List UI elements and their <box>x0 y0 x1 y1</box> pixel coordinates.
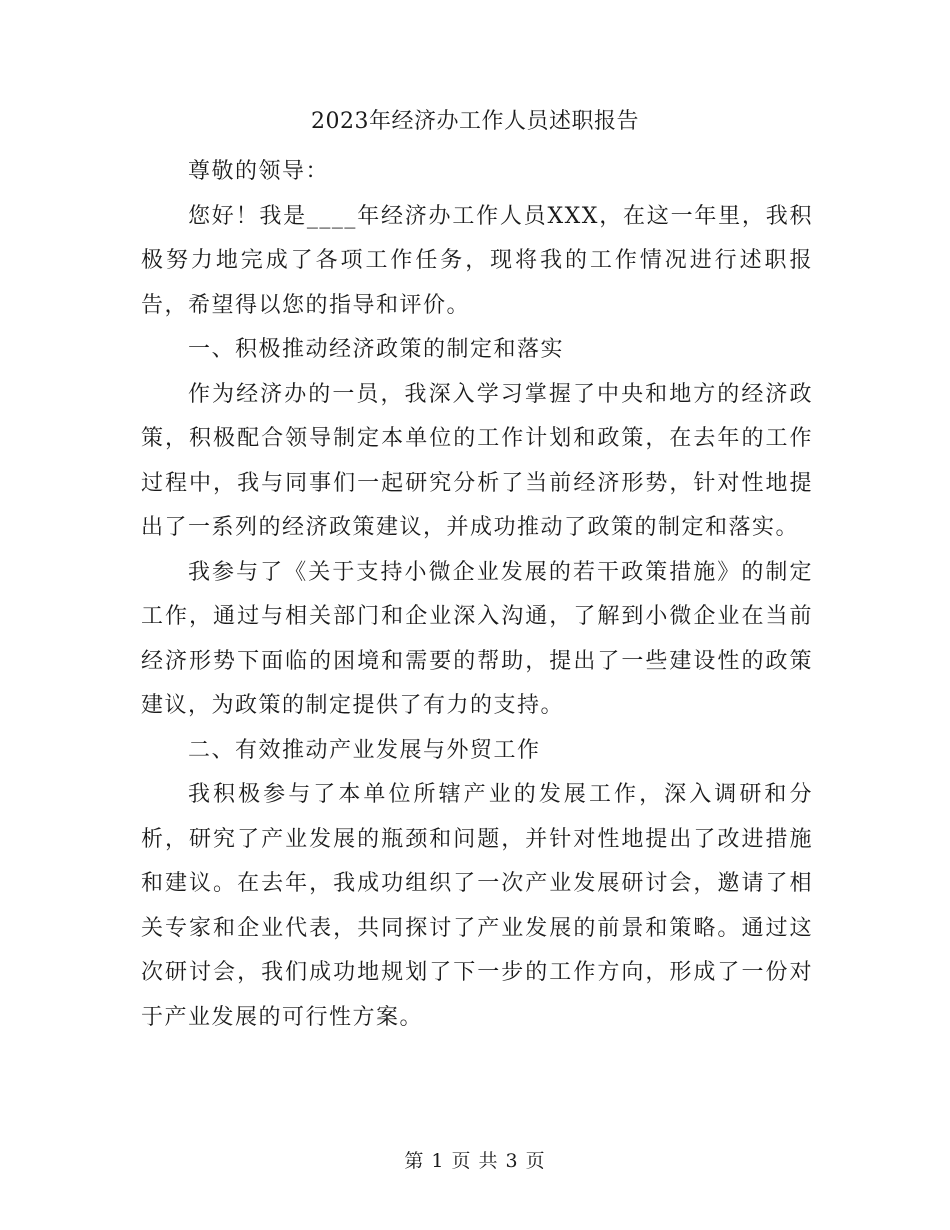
body-paragraph: 我积极参与了本单位所辖产业的发展工作，深入调研和分析，研究了产业发展的瓶颈和问题，并针对性地提出了改进措施和建议。在去年，我成功组织了一次产业发展研讨会，邀请了相关专家和企业代表，共同探讨了产业发展的前景和策略。通过这次研讨会，我们成功地规划了下一步的工作方向，形成了一份对于产业发展的可行性方案。 <box>141 782 813 1030</box>
page-number: 第 1 页 共 3 页 <box>404 1150 546 1172</box>
document-body <box>141 150 813 1040</box>
document-title: 2023年经济办工作人员述职报告 <box>311 109 639 134</box>
section-heading-2: 二、有效推动产业发展与外贸工作 <box>188 737 541 763</box>
body-paragraph: 我参与了《关于支持小微企业发展的若干政策措施》的制定工作，通过与相关部门和企业深入沟通，了解到小微企业在当前经济形势下面临的困境和需要的帮助，提出了一些建设性的政策建议，为政策的制定提供了有力的支持。 <box>141 559 813 718</box>
section-heading-1: 一、积极推动经济政策的制定和落实 <box>188 337 565 362</box>
salutation: 尊敬的领导： <box>188 159 330 184</box>
intro-paragraph: 您好！我是____年经济办工作人员XXX，在这一年里，我积极努力地完成了各项工作任务，现将我的工作情况进行述职报告，希望得以您的指导和评价。 <box>141 203 813 318</box>
body-paragraph: 作为经济办的一员，我深入学习掌握了中央和地方的经济政策，积极配合领导制定本单位的工作计划和政策，在去年的工作过程中，我与同事们一起研究分析了当前经济形势，针对性地提出了一系列的经济政策建议，并成功推动了政策的制定和落实。 <box>141 381 813 540</box>
